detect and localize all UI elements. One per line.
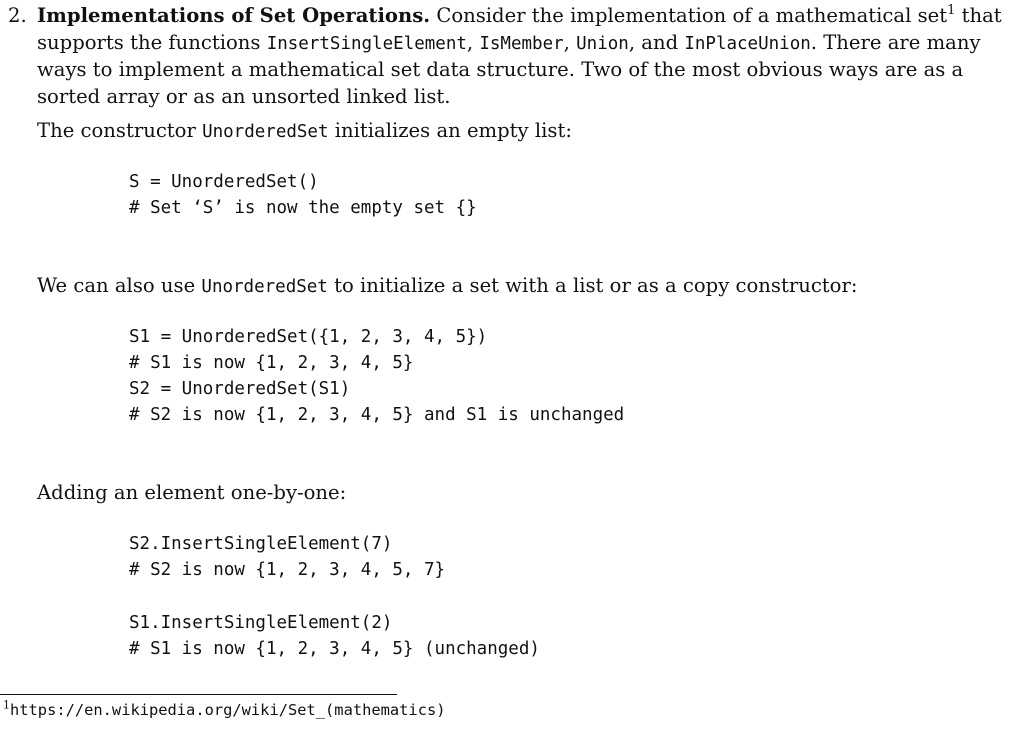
function-name-union: Union xyxy=(576,33,629,54)
function-name-ismember: IsMember xyxy=(479,33,564,54)
code-comment: # S2 is now {1, 2, 3, 4, 5} and S1 is unchanged xyxy=(129,405,625,425)
code-block-copy-constructor xyxy=(129,324,624,428)
separator: , and xyxy=(628,30,685,54)
code-line: S2 = UnorderedSet(S1) xyxy=(129,379,351,399)
footnote-mark: 1 xyxy=(3,698,10,712)
code-comment: # S1 is now {1, 2, 3, 4, 5} xyxy=(129,353,414,373)
intro-text-end: . There are many ways to implement a mathematical set data structure. Two of the most obvious ways are as a sorted array or as an unsorted linked list. xyxy=(37,30,981,108)
function-name-inplaceunion: InPlaceUnion xyxy=(684,33,811,54)
adding-paragraph: Adding an element one-by-one: xyxy=(37,481,347,504)
code-comment: # S2 is now {1, 2, 3, 4, 5, 7} xyxy=(129,560,446,580)
problem-statement xyxy=(8,3,1018,110)
intro-text: Consider the implementation of a mathematical set xyxy=(430,4,948,27)
paragraph-text: We can also use xyxy=(37,274,202,297)
class-name: UnorderedSet xyxy=(202,122,329,142)
paragraph-text: initializes an empty list: xyxy=(328,119,572,142)
code-comment: # Set ‘S’ is now the empty set {} xyxy=(129,198,477,218)
problem-title: Implementations of Set Operations. xyxy=(37,4,431,27)
code-line: S = UnorderedSet() xyxy=(129,172,319,192)
class-name: UnorderedSet xyxy=(201,277,328,297)
footnote-url[interactable]: https://en.wikipedia.org/wiki/Set_(mathematics) xyxy=(10,701,446,719)
separator: , xyxy=(466,30,480,54)
problem-intro xyxy=(37,3,1018,110)
separator: , xyxy=(563,30,577,54)
code-comment: # S1 is now {1, 2, 3, 4, 5} (unchanged) xyxy=(129,639,540,659)
problem-number: 2. xyxy=(8,4,27,27)
code-line: S1.InsertSingleElement(2) xyxy=(129,613,393,633)
paragraph-text: to initialize a set with a list or as a copy constructor: xyxy=(327,274,858,297)
paragraph-text: The constructor xyxy=(37,119,203,142)
intro-text-2: that supports the functions xyxy=(37,4,1002,54)
footnote-divider xyxy=(0,694,397,695)
code-block-insert-s2 xyxy=(129,531,445,583)
footnote-reference: 1 xyxy=(947,3,956,19)
footnote xyxy=(3,700,446,720)
constructor-paragraph xyxy=(37,118,572,145)
function-name-insert: InsertSingleElement xyxy=(266,33,467,54)
code-line: S2.InsertSingleElement(7) xyxy=(129,534,393,554)
code-block-empty-set xyxy=(129,169,477,221)
copy-constructor-paragraph xyxy=(37,273,857,300)
code-line: S1 = UnorderedSet({1, 2, 3, 4, 5}) xyxy=(129,327,488,347)
code-block-insert-s1 xyxy=(129,610,540,662)
